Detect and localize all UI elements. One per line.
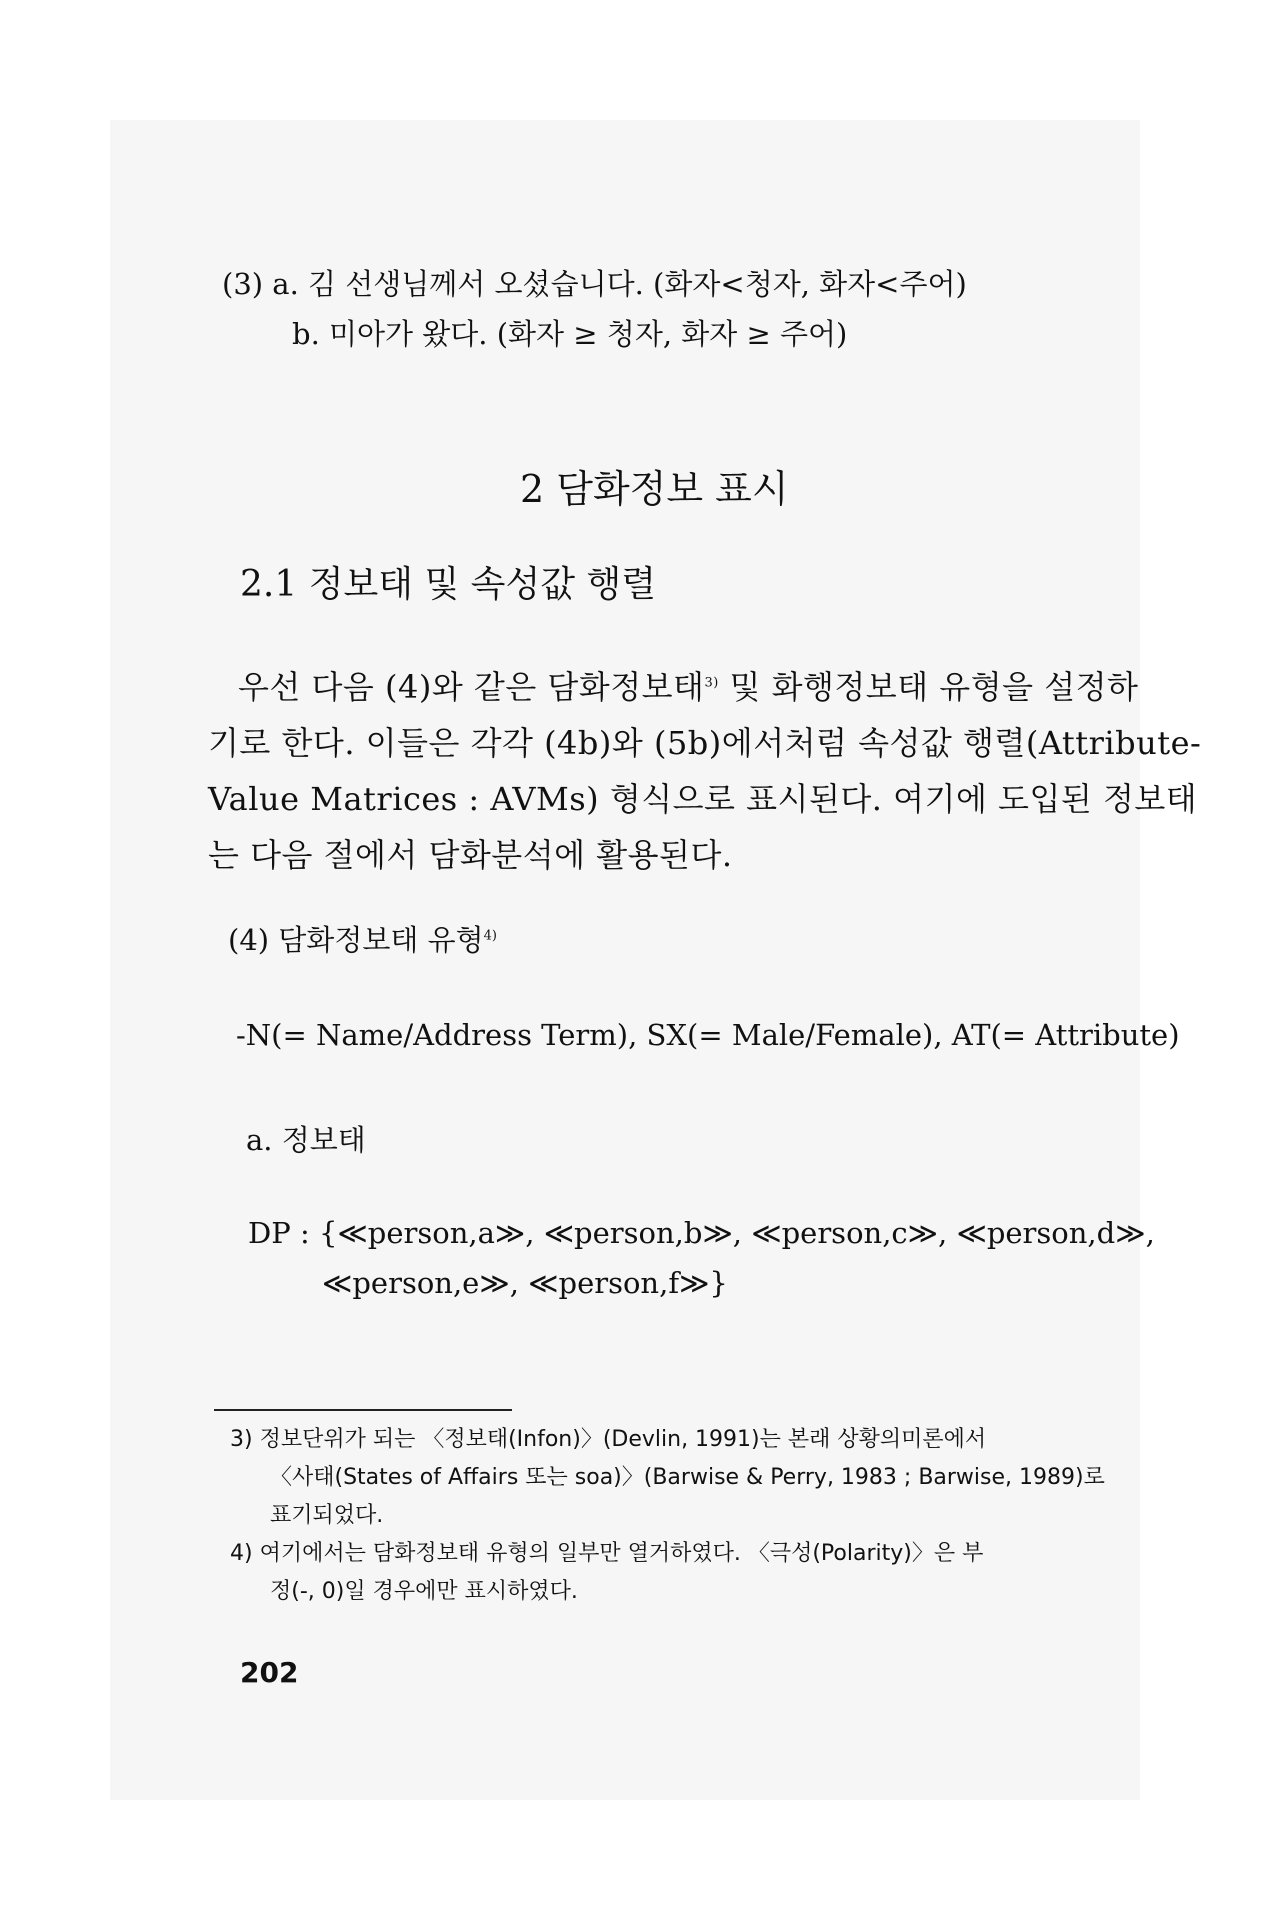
subsection-title: 2.1 정보태 및 속성값 행렬 [240, 564, 657, 605]
paragraph-line-1: 우선 다음 (4)와 같은 담화정보태$^{3)}$ 및 화행정보태 유형을 설정하 [238, 668, 1139, 706]
footnote-3-line-2: 〈사태(States of Affairs 또는 soa)〉(Barwise & Perry, 1983 ; Barwise, 1989)로 [270, 1465, 1105, 1490]
footnote-4-line-2: 정(-, 0)일 경우에만 표시하였다. [270, 1579, 578, 1604]
page-number: 202 [240, 1656, 299, 1689]
paragraph-line-3: Value Matrices : AVMs) 형식으로 표시된다. 여기에 도입된 정보태 [208, 780, 1198, 818]
section-title: 2 담화정보 표시 [520, 467, 789, 511]
example-3b: b. 미아가 왔다. (화자 ≥ 청자, 화자 ≥ 주어) [292, 317, 848, 351]
footnote-ref-4: 4) [483, 928, 497, 944]
paragraph-line-4: 는 다음 절에서 담화분석에 활용된다. [208, 836, 733, 874]
footnote-ref-3: 3) [704, 675, 719, 691]
paragraph-line-2: 기로 한다. 이들은 각각 (4b)와 (5b)에서처럼 속성값 행렬(Attribute- [208, 724, 1202, 762]
footnote-4-line-1: 4) 여기에서는 담화정보태 유형의 일부만 열거하였다. 〈극성(Polarity)〉은 부 [230, 1541, 984, 1566]
example-3a: (3) a. 김 선생님께서 오셨습니다. (화자<청자, 화자<주어) [222, 267, 967, 301]
example-4-title: (4) 담화정보태 유형$^{4)}$ [228, 923, 497, 957]
example-4a-label: a. 정보태 [246, 1123, 366, 1157]
dp-line-2: ≪person,e≫, ≪person,f≫} [322, 1266, 728, 1300]
footnote-3-line-3: 표기되었다. [270, 1503, 384, 1528]
abbreviation-list: -N(= Name/Address Term), SX(= Male/Female), AT(= Attribute) [236, 1018, 1180, 1052]
footnote-3-line-1: 3) 정보단위가 되는 〈정보태(Infon)〉(Devlin, 1991)는 본래 상황의미론에서 [230, 1427, 987, 1452]
footnote-divider [214, 1409, 512, 1411]
dp-line-1: DP : {≪person,a≫, ≪person,b≫, ≪person,c≫, ≪person,d≫, [248, 1216, 1155, 1250]
